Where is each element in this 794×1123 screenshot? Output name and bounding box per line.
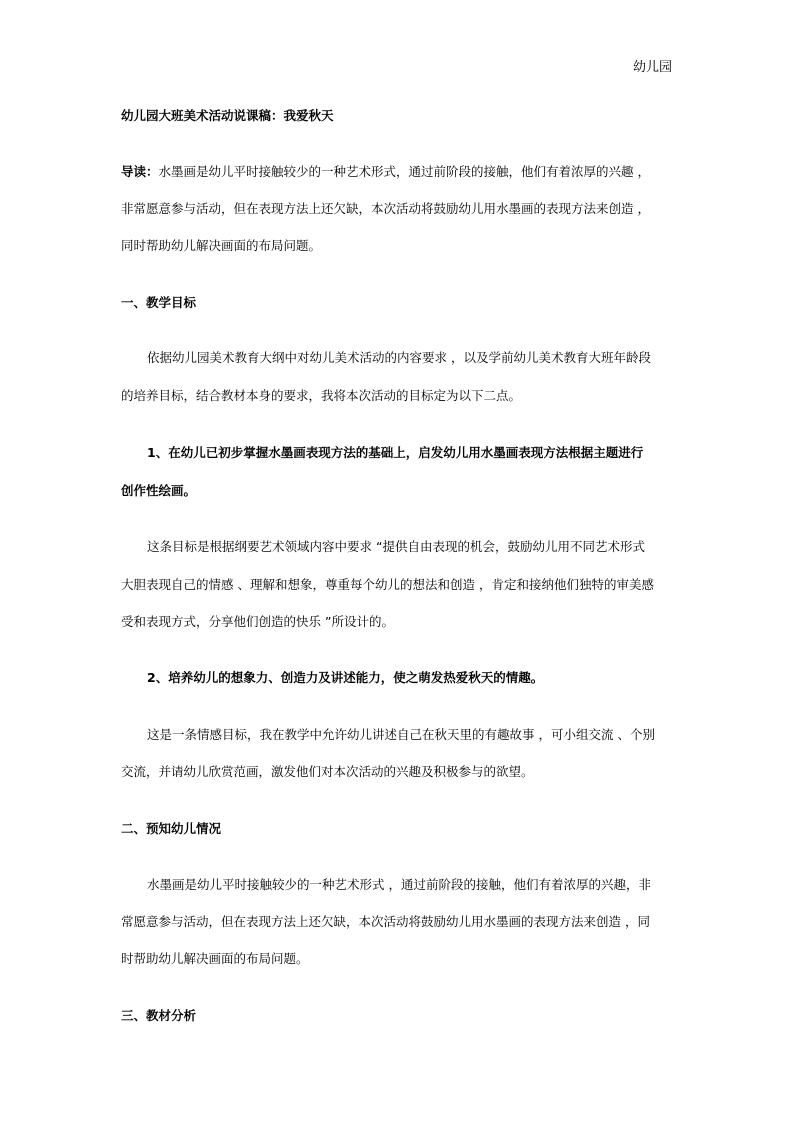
page-header: 幼儿园 (632, 60, 672, 75)
para-2-line-1: 这条目标是根据纲要艺术领域内容中要求 “提供自由表现的机会，鼓励幼儿用不同艺术形式 (147, 539, 645, 554)
section-heading-1: 一、教学目标 (121, 295, 197, 310)
para-3-line-2: 交流，并请幼儿欣赏范画，激发他们对本次活动的兴趣及积极参与的欲望。 (121, 764, 534, 779)
section-heading-2: 二、预知幼儿情况 (121, 821, 222, 836)
para-4-line-3: 时帮助幼儿解决画面的布局问题。 (121, 951, 309, 966)
goal-1-line-2: 创作性绘画。 (121, 483, 197, 498)
intro-label: 导读： (121, 164, 159, 179)
para-2-line-3: 受和表现方式，分享他们创造的快乐 ”所设计的。 (121, 614, 394, 629)
intro-line-1 (121, 153, 681, 191)
para-4-line-2: 常愿意参与活动，但在表现方法上还欠缺，本次活动将鼓励幼儿用水墨画的表现方法来创造 ，同 (121, 914, 650, 929)
para-4-line-1: 水墨画是幼儿平时接触较少的一种艺术形式 ，通过前阶段的接触，他们有着浓厚的兴趣，非 (147, 877, 651, 892)
intro-text-1: 水墨画是幼儿平时接触较少的一种艺术形式，通过前阶段的接触，他们有着浓厚的兴趣 ， (158, 164, 650, 179)
intro-line-3: 同时帮助幼儿解决画面的布局问题。 (121, 238, 322, 253)
goal-1-line-1: 1、在幼儿已初步掌握水墨画表现方法的基础上，启发幼儿用水墨画表现方法根据主题进行 (147, 445, 644, 460)
intro-line-2: 非常愿意参与活动，但在表现方法上还欠缺，本次活动将鼓励幼儿用水墨画的表现方法来创造 ， (121, 201, 650, 216)
para-3-line-1: 这是一条情感目标，我在教学中允许幼儿讲述自己在秋天里的有趣故事 ，可小组交流 、个别 (147, 727, 655, 742)
section-heading-3: 三、教材分析 (121, 1008, 197, 1023)
para-1-line-2: 的培养目标，结合教材本身的要求，我将本次活动的目标定为以下二点。 (121, 388, 522, 403)
goal-2: 2、培养幼儿的想象力、创造力及讲述能力，使之萌发热爱秋天的情趣。 (147, 670, 544, 685)
para-1-line-1: 依据幼儿园美术教育大纲中对幼儿美术活动的内容要求 ，以及学前幼儿美术教育大班年龄段 (147, 350, 651, 365)
para-2-line-2: 大胆表现自己的情感 、理解和想象，尊重每个幼儿的想法和创造 ，肯定和接纳他们独特的审美感 (121, 577, 654, 592)
document-title: 幼儿园大班美术活动说课稿：我爱秋天 (121, 108, 334, 123)
